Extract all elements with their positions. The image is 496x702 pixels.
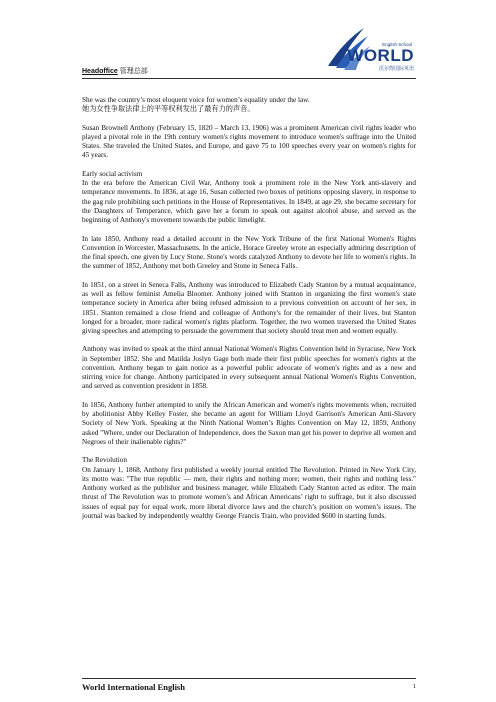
header-office bbox=[82, 66, 148, 76]
paragraph-revolution: On January 1, 1868, Anthony first published a weekly journal entitled The Revolution. Printed in New York City, its motto was: "The true republic — men, their rights and nothing more; women, their rights and nothing less." Anthony worked as the publisher and business manager, while Elizabeth Cady Stanton acted as editor. The main thrust of The Revolution was to promote women’s and African Americans’ right to suffrage, but it also discussed issues of equal pay for equal work, more liberal divorce laws and the church’s position on women’s issues. The journal was backed by independently wealthy George Francis Train, who provided $600 in starting funds. bbox=[82, 465, 416, 520]
logo-school-text: English School bbox=[382, 42, 412, 47]
footer-school-name: World International English bbox=[82, 682, 185, 692]
paragraph-stanton: In 1851, on a street in Seneca Falls, Anthony was introduced to Elizabeth Cady Stanton by a mutual acquaintance, as well as fellow feminist Amelia Bloomer. Anthony joined with Stanton in organizing the first women's state temperance society in America after being refused admission to a previous convention on account of her sex, in 1851. Stanton remained a close friend and colleague of Anthony's for the remainder of their lives, but Stanton longed for a broader, more radical women's rights platform. Together, the two women traversed the United States giving speeches and attempting to persuade the government that society should treat men and women equally. bbox=[82, 280, 416, 335]
header-office-zh: 管理总部 bbox=[119, 68, 148, 75]
header-divider bbox=[82, 78, 416, 79]
paragraph-tribune: In late 1850, Anthony read a detailed account in the New York Tribune of the first National Women's Rights Convention in Worcester, Massachusetts. In the article, Horace Greeley wrote an especially admiring description of the final speech, one given by Lucy Stone. Stone's words catalyzed Anthony to devote her life to women's rights. In the summer of 1852, Anthony met both Greeley and Stone in Seneca Falls. bbox=[82, 234, 416, 271]
section-heading-revolution: The Revolution bbox=[82, 456, 127, 465]
document-body bbox=[82, 96, 416, 530]
paragraph-syracuse: Anthony was invited to speak at the third annual National Women's Rights Convention held in Syracuse, New York in September 1852. She and Matilda Joslyn Gage both made their first public speeches for women's rights at the convention. Anthony began to gain notice as a powerful public advocate of women's rights and as a new and stirring voice for change. Anthony participated in every subsequent annual National Women's Rights Convention, and served as convention president in 1858. bbox=[82, 345, 416, 391]
world-logo bbox=[306, 26, 416, 76]
section-heading-early-activism: Early social activism bbox=[82, 169, 143, 178]
intro-english: She was the country’s most eloquent voice for women’s equality under the law. bbox=[82, 96, 310, 104]
page-number: 1 bbox=[412, 683, 416, 690]
page-header bbox=[82, 26, 416, 76]
paragraph-biography: Susan Brownell Anthony (February 15, 1820 – March 13, 1906) was a prominent American civil rights leader who played a pivotal role in the 19th century women's rights movement to introduce women's suffrage into the United States. She traveled the United States, and Europe, and gave 75 to 100 speeches every year on women's rights for 45 years. bbox=[82, 123, 416, 160]
intro-chinese: 她为女性争取法律上的平等权利发出了最有力的声音。 bbox=[82, 105, 255, 114]
header-office-en: Headoffice bbox=[82, 68, 118, 75]
paragraph-anti-slavery: In 1856, Anthony further attempted to unify the African American and women's rights movements when, recruited by abolitionist Abby Kelley Foster, she became an agent for William Lloyd Garrison's American Anti-Slavery Society of New York. Speaking at the Ninth National Women’s Rights Convention on May 12, 1859, Anthony asked "Where, under our Declaration of Independence, does the Saxon man get his power to deprive all women and Negroes of their inalienable rights?" bbox=[82, 400, 416, 446]
page-footer bbox=[82, 678, 416, 693]
logo-sub-text: 沃尔得国际英语 bbox=[378, 66, 414, 72]
logo-word-text: WORLD bbox=[347, 46, 414, 65]
paragraph-early-activism: In the era before the American Civil War, Anthony took a prominent role in the New York anti-slavery and temperance movements. In 1836, at age 16, Susan collected two boxes of petitions opposing slavery, in response to the gag rule prohibiting such petitions in the House of Representatives. In 1849, at age 29, she became secretary for the Daughters of Temperance, which gave her a forum to speak out against alcohol abuse, and served as the beginning of Anthony's movement towards the public limelight. bbox=[82, 179, 416, 225]
